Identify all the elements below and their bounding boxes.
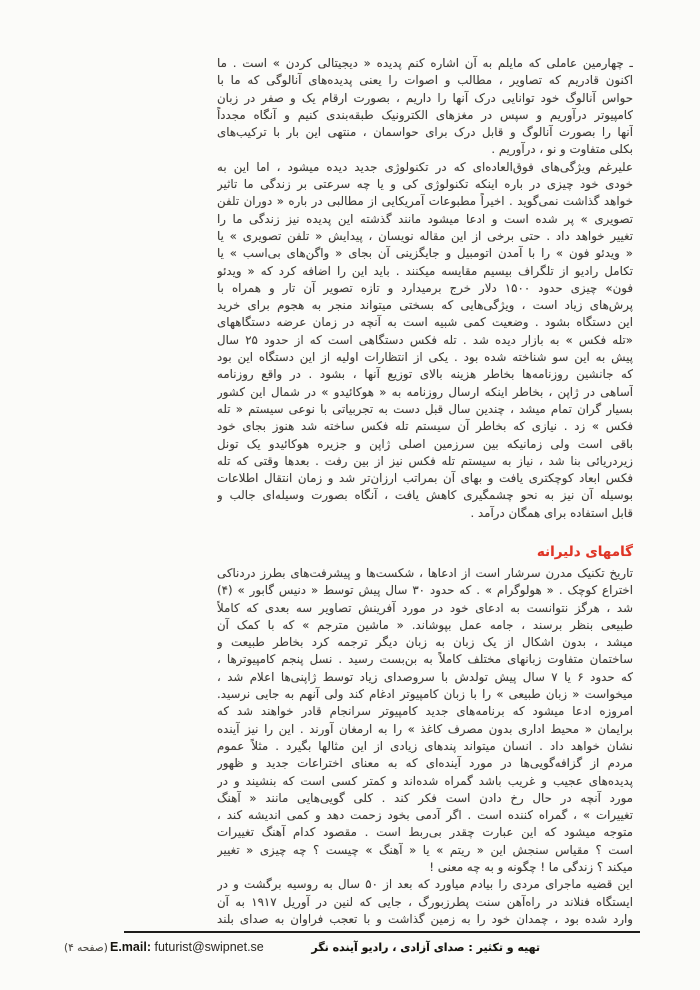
text-line: فکس ابعاد کوچکتری یافت و بهای آن بمراتب ارزان‌تر شد و زمان انتقال اطلاعات [217, 471, 633, 486]
email-label: E.mail: [110, 940, 151, 954]
text-line: وارد شده بود ، چمدان خود را به زمین گذاشت و با تعجب فراوان به صدای بلند [217, 911, 633, 926]
text-line: مردم از گزافه‌گویی‌ها در مورد آینده‌ای که به معنای اختراعات جدید و ظهور [217, 756, 633, 771]
text-line: خواهد گذاشت نمی‌گوید . اخیراً مطبوعات آمریکایی از مطالبی در باره « دوران تلفن [217, 194, 633, 209]
footer-divider-rule [124, 931, 640, 933]
text-line: کامپیوتر درآوریم و سپس در مغزهای الکترونیک طبقه‌بندی کنیم و آنگاه مجدداً [217, 107, 633, 122]
text-line: ـ چهارمین عاملی که مایلم به آن اشاره کنم پدیده « دیجیتالی کردن » است . ما [217, 56, 633, 70]
text-line: «تله فکس » به بازار دیده شد . تله فکس دستگاهی است که از حدود ۲۵ سال [217, 332, 633, 347]
text-line: اکنون قادریم که تصاویر ، مطالب و اصوات را یعنی پدیده‌های آنالوگی که ما با [217, 73, 633, 88]
text-line: شد ، هرگز نتوانست به ادعای خود در مورد آفرینش تصاویر سه بعدی که کاملاً [217, 600, 633, 615]
page-number: (صفحه ۴) [64, 942, 108, 954]
body-paragraphs-bottom [217, 565, 633, 928]
text-line: مورد آنچه در حال رخ دادن است فکر کند . کلی گویی‌هایی مانند « آهنگ [217, 790, 633, 805]
text-line: حواس آنالوگ خود توانایی درک آنها را داریم ، بصورت ارقام یک و صفر در زبان [217, 90, 633, 105]
body-paragraphs-top [217, 55, 633, 522]
text-line: است ؟ مقیاس سنجش این « ریتم » یا « آهنگ » چیست ؟ چه چیزی « تغییر [217, 842, 633, 857]
text-line: تاریخ تکنیک مدرن سرشار است از ادعاها ، شکست‌ها و پیشرفت‌های بطرز دردناکی [217, 566, 633, 580]
text-line: نشان خواهد داد . انسان میتواند پندهای زیادی از این مثالها بگیرد . مثلاً عموم [217, 738, 633, 753]
text-line: « ویدئو فون » را با آمدن اتومبیل و جایگزینی آن بجای « واگن‌های بی‌اسب » یا [217, 246, 633, 261]
text-line: اختراع کوچک . « هولوگرام » . که حدود ۳۰ سال پیش توسط « دنیس گابور » (۴) [217, 583, 633, 598]
text-line: تصویری » پر شده است و ادعا میشود مانند گذشته این پدیده نیز زندگی ما را [217, 211, 633, 226]
text-line: آنها را بصورت آنالوگ و قابل درک برای حواسمان ، منتهی این بار با ترکیب‌های [217, 125, 633, 140]
text-line: میشد ، بدون اشکال از یک زبان به زبان دیگر ترجمه کرد بخاطر طبیعت و [217, 635, 633, 650]
text-line: که حدود ۶ یا ۷ سال پیش تولدش با سروصدای زیاد توسط ژاپنی‌ها اعلام شد ، [217, 669, 633, 684]
email-address: futurist@swipnet.se [154, 940, 264, 954]
text-line: آساهی در ژاپن ، بخاطر اینکه ارسال روزنامه به « هوکائیدو » در شمال این کشور [217, 384, 633, 399]
text-line: بسیار گران تمام میشد ، چندین سال قبل دست به تجربیاتی با نوعی سیستم « تله [217, 401, 633, 416]
text-line: متوجه میشود که این عبارت چقدر بی‌ربط است . مقصود کدام آهنگ تغییرات [217, 825, 633, 840]
text-line: بوسیله آن نیز به نحو چشمگیری کاهش یافت ، آنگاه بصورت وسیله‌ای جالب و [217, 488, 633, 503]
text-line: میخواست « زبان طبیعی » را با زبان کامپیوتر ادغام کند ولی آنهم به جایی نرسید. [217, 687, 633, 702]
text-line: این قضیه ماجرای مردی را بیادم میاورد که بعد از ۵۰ سال به روسیه برگشت و در [217, 877, 633, 892]
text-line: این دستگاه بشود . وضعیت کمی شبیه است به آنچه در زمان عرضه دستگاههای [217, 315, 633, 330]
text-line: باقی است ولی زمانیکه بین سرزمین اصلی ژاپن و جزیره هوکائیدو یک تونل [217, 436, 633, 451]
text-line: میکند ؟ زندگی ما ! چگونه و به چه معنی ! [429, 860, 633, 875]
text-line: زیردریائی بنا شد ، نیاز به سیستم تله فکس نیز از بین رفت . بعدها وقتی که تله [217, 453, 633, 468]
text-line: امروزه ادعا میشود که برنامه‌های جدید کامپیوتر سرانجام قادر خواهند شد که [217, 704, 633, 719]
text-line: قابل استفاده برای همگان درآمد . [470, 505, 633, 520]
text-line: برایمان « محیط اداری بدون مصرف کاغذ » را به ارمغان آورند . این را نیز آینده [217, 721, 633, 736]
text-line: علیرغم ویژگی‌های فوق‌العاده‌ای که در تکنولوژی جدید دیده میشود ، اما این به [217, 159, 633, 174]
text-line: خودی خود چیزی در باره اینکه تکنولوژی کی و یا چه سرعتی بر زندگی ما تاثیر [217, 177, 633, 192]
text-line: ایستگاه فنلاند در راه‌آهن سنت پطرزبورگ ، جایی که لنین در آوریل ۱۹۱۷ به آن [217, 894, 633, 909]
text-line: طبیعی بنظر برسند ، جامه عمل بپوشاند. « ماشین مترجم » که با کمک آن [217, 617, 633, 632]
section-heading: گامهای دلیرانه [536, 544, 633, 560]
text-line: ساختمان متفاوت زبانهای مختلف کاملاً به بن‌بست رسید . نسل پنجم کامپیوترها ، [217, 652, 633, 667]
text-line: که جانشین روزنامه‌ها بخاطر هزینه بالای توزیع آنها ، بشود . در واقع روزنامه [217, 367, 633, 382]
text-line: تغییر خواهد داد . حتی برخی از این مقاله نویسان ، پیدایش « تلفن تصویری » یا [217, 228, 633, 243]
text-line: بکلی متفاوت و نو ، درآوریم . [491, 142, 633, 157]
text-line: فون» چیزی حدود ۱۵۰۰ دلار خرج برمیدارد و تازه تصویر آن تار و همراه با [217, 280, 633, 295]
email-line [110, 940, 264, 954]
text-line: پیش به این سو شناخته شده بود . یکی از انتظارات اولیه از این دستگاه این بود [217, 350, 633, 365]
text-line: پرش‌های زیاد است ، ویژگی‌هایی که بسختی میتواند منجر به هجوم برای خرید [217, 298, 633, 313]
footer-credit: تهیه و تکثیر : صدای آزادی ، رادیو آینده نگر [311, 941, 540, 954]
text-line: تغییرات » ، گمراه کننده است . اگر آدمی بخود زحمت دهد و کمی اندیشه کند ، [217, 808, 633, 823]
text-line: پدیده‌های عجیب و غریب باشد گمراه شده‌اند و کمتر کسی است که بنشیند و در [217, 773, 633, 788]
text-line: تکامل رادیو از تلگراف بیسیم مقایسه میکنند . باید این را اضافه کرد که « ویدئو [217, 263, 633, 278]
text-line: فکس » زد . نیازی که بخاطر آن سیستم تله فکس ساخته شد هنوز بجای خود [217, 419, 633, 434]
